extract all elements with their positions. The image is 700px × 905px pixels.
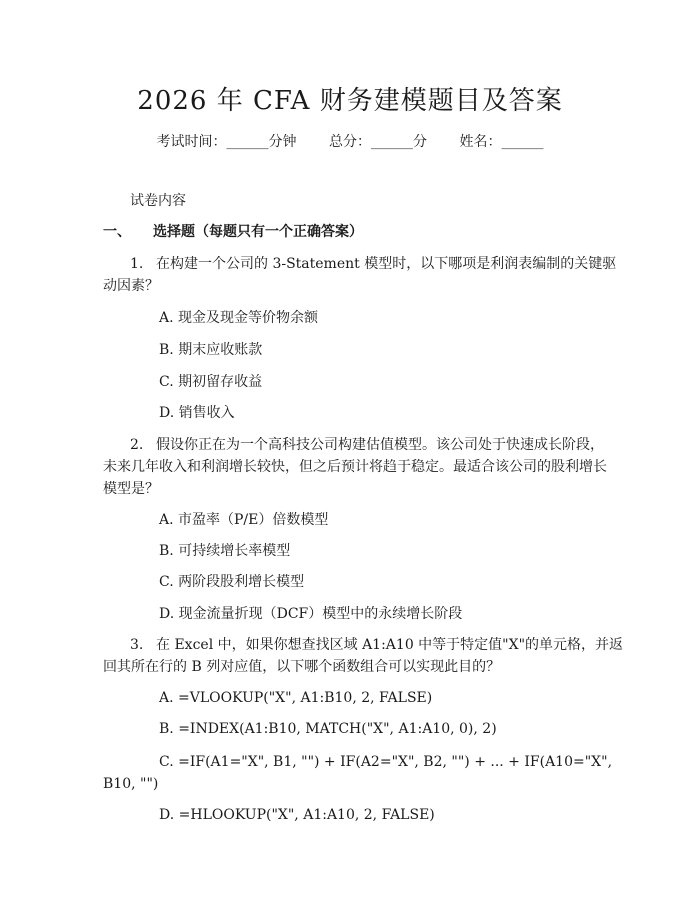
question-1-line-2: 动因素？ (103, 278, 159, 294)
section-title: 选择题（每题只有一个正确答案） (153, 224, 363, 240)
question-1-text: 在构建一个公司的 3-Statement 模型时，以下哪项是利润表编制的关键驱 (156, 256, 617, 272)
question-3-option-b: B. =INDEX(A1:B10, MATCH("X", A1:A10, 0), 2) (159, 721, 497, 737)
question-1-number: 1. (130, 256, 144, 272)
question-2-text: 假设你正在为一个高科技公司构建估值模型。该公司处于快速成长阶段， (156, 437, 604, 453)
question-1-option-d: D. 销售收入 (159, 405, 235, 421)
question-2-number: 2. (130, 437, 144, 453)
question-3-line-1 (130, 634, 623, 656)
question-2-option-b: B. 可持续增长率模型 (159, 543, 291, 559)
question-2-line-1 (130, 434, 604, 456)
question-3-option-c: C. =IF(A1="X", B1, "") + IF(A2="X", B2, "") + ... + IF(A10="X", (159, 754, 613, 770)
question-3-line-2: 回其所在行的 B 列对应值，以下哪个函数组合可以实现此目的？ (103, 659, 501, 675)
question-2-line-2: 未来几年收入和利润增长较快，但之后预计将趋于稳定。最适合该公司的股利增长 (103, 459, 607, 475)
question-3-option-c-continued: B10, "") (103, 776, 159, 792)
question-3-text: 在 Excel 中，如果你想查找区域 A1:A10 中等于特定值"X"的单元格，并返 (156, 637, 624, 653)
question-3-number: 3. (130, 637, 144, 653)
section-heading (103, 221, 363, 243)
document-title: 2026 年 CFA 财务建模题目及答案 (137, 86, 563, 116)
section-number: 一、 (103, 224, 131, 240)
exam-time: 考试时间：______分钟 (156, 134, 297, 150)
content-label: 试卷内容 (130, 193, 186, 209)
question-2-option-a: A. 市盈率（P/E）倍数模型 (159, 512, 329, 528)
question-2-option-c: C. 两阶段股利增长模型 (159, 574, 305, 590)
question-1-option-c: C. 期初留存收益 (159, 374, 263, 390)
exam-total-score: 总分：______分 (329, 134, 427, 150)
exam-meta (0, 131, 700, 151)
question-1-option-a: A. 现金及现金等价物余额 (159, 310, 319, 326)
question-1-line-1 (130, 253, 616, 275)
question-1-option-b: B. 期末应收账款 (159, 342, 263, 358)
question-3-option-a: A. =VLOOKUP("X", A1:B10, 2, FALSE) (159, 690, 433, 706)
exam-name: 姓名：______ (459, 134, 544, 150)
question-2-option-d: D. 现金流量折现（DCF）模型中的永续增长阶段 (159, 606, 463, 622)
question-2-line-3: 模型是？ (103, 481, 159, 497)
question-3-option-d: D. =HLOOKUP("X", A1:A10, 2, FALSE) (159, 807, 435, 823)
